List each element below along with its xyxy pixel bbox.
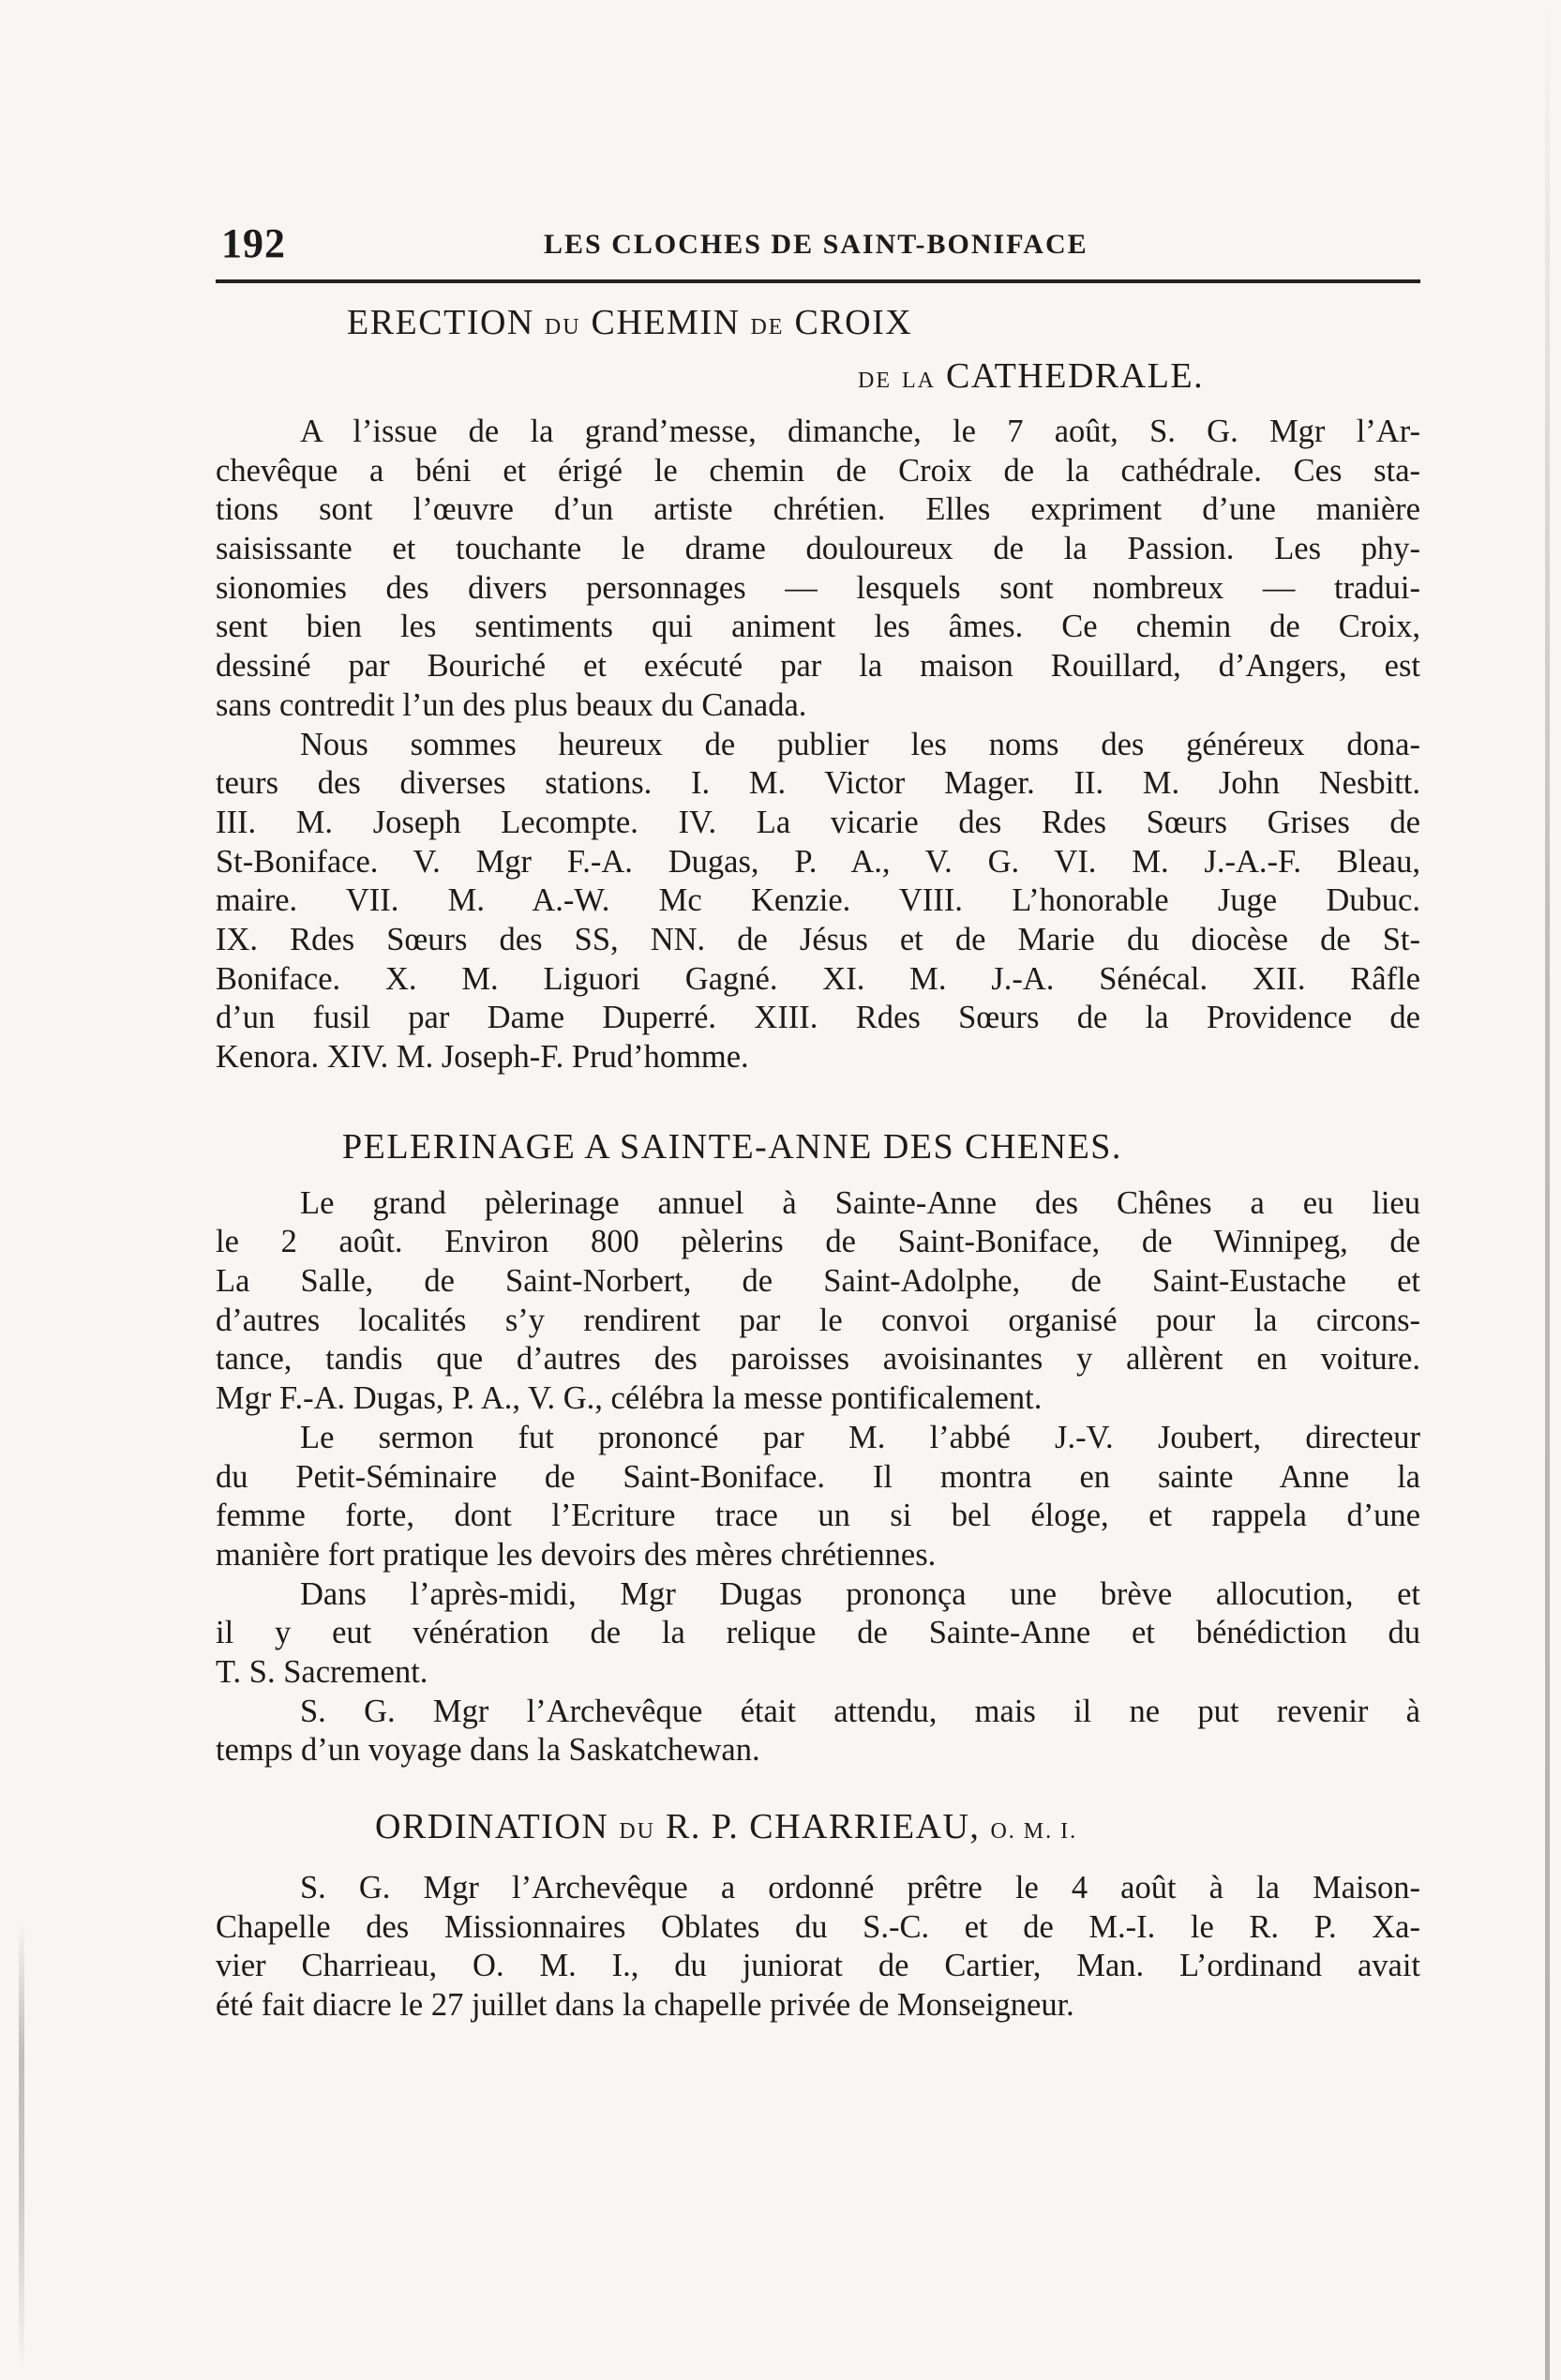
text-line: III. M. Joseph Lecompte. IV. La vicarie des Rdes Sœurs Grises de [216,804,1420,840]
text-line: A l’issue de la grand’messe, dimanche, le 7 août, S. G. Mgr l’Ar- [300,414,1420,449]
text-line: d’autres localités s’y rendirent par le convoi organisé pour la circons- [216,1302,1420,1338]
heading-word: CATHEDRALE. [946,356,1205,396]
text-line: dessiné par Bouriché et exécuté par la maison Rouillard, d’Angers, est [216,648,1420,685]
section-ordination [216,1802,1420,2026]
heading-word: O. M. I. [990,1819,1078,1844]
section-erection-chemin-de-croix [216,298,1420,1077]
running-header [216,214,1420,283]
text-line: sionomies des divers personnages — lesquels sont nombreux — tradui- [216,569,1420,606]
heading-word: LA [902,369,936,393]
text-line: S. G. Mgr l’Archevêque était attendu, mais il ne put revenir à [300,1693,1420,1729]
text-line: Kenora. XIV. M. Joseph-F. Prud’homme. [216,1039,749,1075]
text-line: Boniface. X. M. Liguori Gagné. XI. M. J.-A. Sénécal. XII. Râfle [216,960,1420,997]
scan-edge-shadow-right [1545,0,1550,2380]
book-page [216,214,1420,2026]
text-line: Dans l’après-midi, Mgr Dugas prononça une brève allocution, et [300,1575,1420,1612]
heading-word: R. P. CHARRIEAU, [665,1807,981,1846]
text-line: La Salle, de Saint-Norbert, de Saint-Adolphe, de Saint-Eustache et [216,1263,1420,1300]
text-line: femme forte, dont l’Ecriture trace un si bel éloge, et rappela d’une [216,1498,1420,1534]
section-body [216,1869,1420,2026]
heading-word: CHEMIN [591,303,741,342]
text-line: sans contredit l’un des plus beaux du Canada. [216,686,807,723]
text-line: Le sermon fut prononcé par M. l’abbé J.-V. Joubert, directeur [300,1419,1420,1455]
text-line: été fait diacre le 27 juillet dans la chapelle privée de Monseigneur. [216,1987,1074,2024]
running-title: LES CLOCHES DE SAINT-BONIFACE [544,229,1088,260]
text-line: teurs des diverses stations. I. M. Victor Mager. II. M. John Nesbitt. [216,765,1420,802]
section-heading-continued [858,352,1420,405]
heading-word: DU [544,315,581,339]
text-line: Nous sommes heureux de publier les noms des généreux dona- [300,726,1420,762]
text-line: Le grand pèlerinage annuel à Sainte-Anne des Chênes a eu lieu [300,1184,1420,1221]
text-line: il y eut vénération de la relique de Sainte-Anne et bénédiction du [216,1615,1420,1651]
heading-word: DU [619,1819,655,1844]
scan-edge-shadow-left [19,1922,24,2372]
text-line: du Petit-Séminaire de Saint-Boniface. Il montra en sainte Anne la [216,1458,1420,1495]
text-line: le 2 août. Environ 800 pèlerins de Saint-Boniface, de Winnipeg, de [216,1224,1420,1260]
heading-word: ERECTION [347,303,534,342]
page-number: 192 [221,220,286,266]
text-line: tions sont l’œuvre d’un artiste chrétien. Elles expriment d’une manière [216,491,1420,528]
section-body [216,1184,1420,1770]
text-line: Chapelle des Missionnaires Oblates du S.-C. et de M.-I. le R. P. Xa- [216,1908,1420,1945]
text-line: tance, tandis que d’autres des paroisses avoisinantes y allèrent en voiture. [216,1341,1420,1378]
text-line: saisissante et touchante le drame douloureux de la Passion. Les phy- [216,531,1420,567]
heading-word: CROIX [794,303,913,342]
text-line: maire. VII. M. A.-W. Mc Kenzie. VIII. L’honorable Juge Dubuc. [216,882,1420,919]
text-line: S. G. Mgr l’Archevêque a ordonné prêtre le 4 août à la Maison- [300,1870,1420,1906]
text-line: manière fort pratique les devoirs des mères chrétiennes. [216,1536,937,1573]
heading-word: DE [858,369,892,393]
text-line: IX. Rdes Sœurs des SS, NN. de Jésus et de Marie du diocèse de St- [216,921,1420,957]
section-body [216,413,1420,1077]
text-line: d’un fusil par Dame Duperré. XIII. Rdes Sœurs de la Providence de [216,1000,1420,1036]
heading-word: ORDINATION [375,1807,609,1846]
text-line: chevêque a béni et érigé le chemin de Croix de la cathédrale. Ces sta- [216,452,1420,489]
text-line: vier Charrieau, O. M. I., du juniorat de Cartier, Man. L’ordinand avait [216,1948,1420,1984]
section-heading [375,1802,1420,1856]
text-line: temps d’un voyage dans la Saskatchewan. [216,1732,760,1769]
section-heading: PELERINAGE A SAINTE-ANNE DES CHENES. [342,1126,1122,1167]
text-line: Mgr F.-A. Dugas, P. A., V. G., célébra la messe pontificalement. [216,1380,1043,1417]
section-pelerinage [216,1122,1420,1770]
text-line: sent bien les sentiments qui animent les âmes. Ce chemin de Croix, [216,609,1420,645]
text-line: St-Boniface. V. Mgr F.-A. Dugas, P. A., V. G. VI. M. J.-A.-F. Bleau, [216,843,1420,880]
section-heading [347,298,1420,352]
heading-word: DE [750,315,785,339]
text-line: T. S. Sacrement. [216,1653,428,1690]
